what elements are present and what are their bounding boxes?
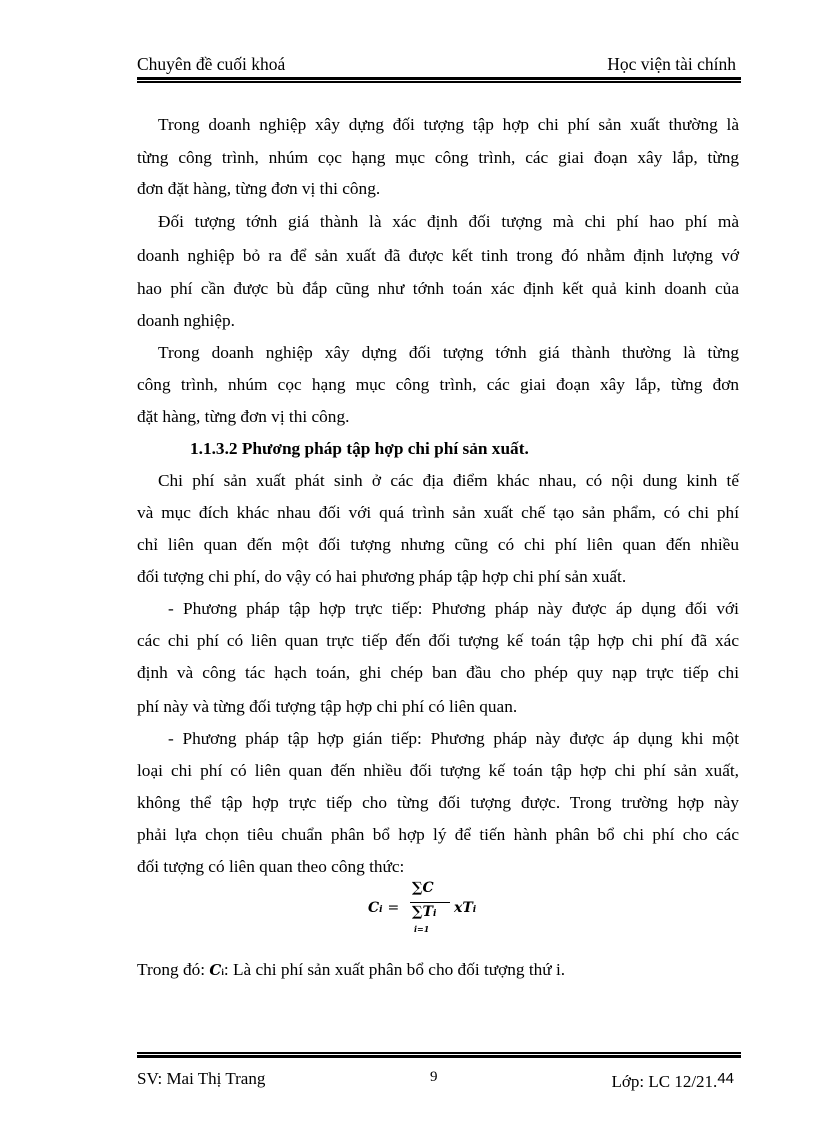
- formula-lhs-sub: i: [379, 905, 383, 915]
- body-line: đơn đặt hàng, từng đơn vị thi công.: [137, 179, 381, 198]
- body-line: đối tượng có liên quan theo công thức:: [137, 857, 405, 876]
- footer-class-text: Lớp: LC 12/21.: [611, 1072, 718, 1091]
- body-line: hao phí cần được bù đắp cũng như tớnh toán xác định kết quả kinh doanh của: [137, 279, 739, 298]
- body-line: - Phương pháp tập hợp gián tiếp: Phương pháp này được áp dụng khi một: [168, 729, 739, 748]
- legend-line: [137, 959, 739, 983]
- body-line: doanh nghiệp bỏ ra để sản xuất đã được kết tinh trong đó nhằm định lượng vớ: [137, 246, 739, 265]
- formula-den-sub: i: [432, 909, 437, 919]
- body-line: công trình, nhúm cọc hạng mục công trình, các giai đoạn xây lắp, từng đơn: [137, 375, 739, 394]
- fraction-bar: [410, 902, 450, 903]
- header-right: Học viện tài chính: [607, 54, 736, 74]
- legend-symbol: C: [209, 961, 222, 979]
- body-line: từng công trình, nhúm cọc hạng mục công trình, các giai đoạn xây lắp, từng: [137, 148, 739, 167]
- body-line: Trong doanh nghiệp xây dựng đối tượng tớnh giá thành thường là từng: [158, 343, 739, 362]
- page-number: 9: [430, 1069, 438, 1085]
- body-line: đối tượng chi phí, do vậy có hai phương pháp tập hợp chi phí sản xuất.: [137, 567, 627, 586]
- body-line: loại chi phí có liên quan đến nhiều đối tượng kế toán tập hợp chi phí sản xuất,: [137, 761, 739, 780]
- header-left: Chuyên đề cuối khoá: [137, 54, 286, 74]
- legend-prefix: Trong đó:: [137, 960, 210, 979]
- legend-text: : Là chi phí sản xuất phân bổ cho đối tượng thứ i.: [223, 960, 566, 979]
- formula-numerator: ∑C: [412, 880, 434, 896]
- body-line: chỉ liên quan đến một đối tượng nhưng cũng có chi phí liên quan đến nhiều: [137, 535, 739, 554]
- formula-eq: =: [387, 900, 400, 916]
- body-line: các chi phí có liên quan trực tiếp đến đối tượng kế toán tập hợp chi phí đã xác: [137, 631, 739, 650]
- body-line: Chi phí sản xuất phát sinh ở các địa điểm khác nhau, có nội dung kinh tế: [158, 471, 739, 490]
- body-line: - Phương pháp tập hợp trực tiếp: Phương pháp này được áp dụng đối với: [168, 599, 739, 618]
- footer-student: SV: Mai Thị Trang: [137, 1069, 266, 1088]
- footer-class-suffix: 44: [717, 1070, 734, 1087]
- footer-class: [612, 1068, 734, 1093]
- body-line: doanh nghiệp.: [137, 311, 235, 330]
- body-line: Đối tượng tớnh giá thành là xác định đối tượng mà chi phí hao phí mà: [158, 212, 739, 231]
- formula-lhs: C: [368, 900, 380, 916]
- section-heading: 1.1.3.2 Phương pháp tập hợp chi phí sản xuất.: [190, 439, 529, 458]
- body-line: định và công tác hạch toán, ghi chép ban đầu cho phép quy nạp trực tiếp chi: [137, 663, 739, 682]
- formula-sum-lower: i=1: [414, 924, 430, 934]
- footer-rule: [137, 1052, 741, 1058]
- header-rule: [137, 77, 741, 83]
- legend-symbol-sub: i: [221, 967, 224, 977]
- formula-times: xT: [454, 900, 473, 916]
- body-line: phí này và từng đối tượng tập hợp chi phí có liên quan.: [137, 697, 518, 716]
- body-line: và mục đích khác nhau đối với quá trình sản xuất chế tạo sản phẩm, có chi phí: [137, 503, 739, 522]
- formula-times-sub: i: [472, 905, 477, 915]
- body-line: phải lựa chọn tiêu chuẩn phân bổ hợp lý để tiến hành phân bổ chi phí cho các: [137, 825, 739, 844]
- body-line: Trong doanh nghiệp xây dựng đối tượng tập hợp chi phí sản xuất thường là: [158, 115, 739, 134]
- body-line: không thể tập hợp trực tiếp cho từng đối tượng được. Trong trường hợp này: [137, 793, 739, 812]
- formula-denominator: ∑T: [412, 904, 433, 920]
- body-line: đặt hàng, từng đơn vị thi công.: [137, 407, 350, 426]
